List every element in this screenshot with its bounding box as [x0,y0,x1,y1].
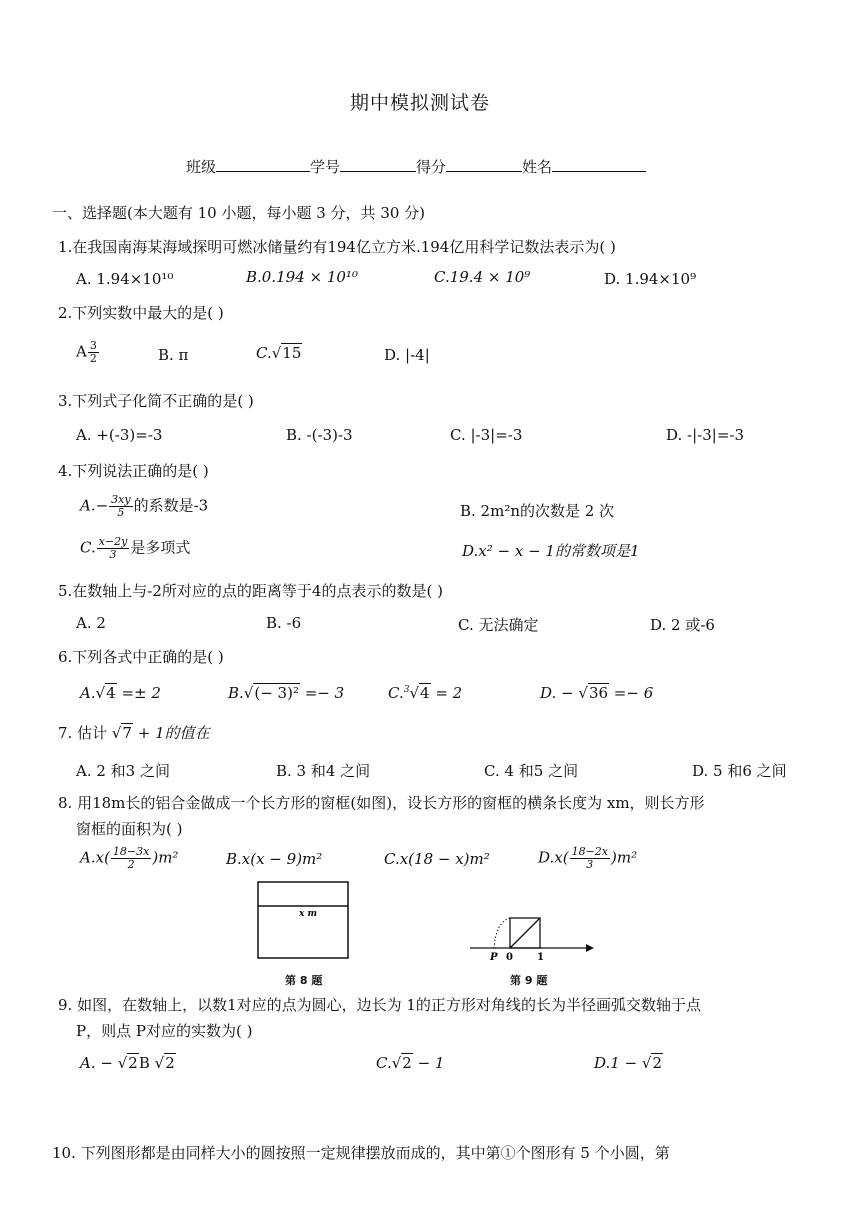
q6-d-prefix: D. − [540,684,579,702]
q2-a-denominator: 2 [89,352,97,365]
one-label: 1 [537,952,544,963]
q2-a-numerator: 3 [89,339,97,352]
square-diagonal [510,918,540,948]
q6-c-radicand: 4 [420,684,430,702]
page-title: 期中模拟测试卷 [350,92,491,114]
q1-option-a: A. 1.94×10¹⁰ [76,270,174,288]
q6-b-radicand: (− 3)² [254,684,299,702]
name-label: 姓名 [522,158,553,176]
q6-b-prefix: B. [228,684,244,702]
section-heading: 一、选择题(本大题有 10 小题，每小题 3 分，共 30 分) [52,204,426,222]
q6-d-radicand: 36 [588,684,609,702]
q4-a-numerator: 3xy [111,493,131,506]
figure-8-caption: 第 8 题 [285,974,323,987]
q9-c-prefix: C. [376,1054,392,1072]
question-8-stem-line1: 8. 用18m长的铝合金做成一个长方形的窗框(如图)，设长方形的窗框的横条长度为 xm，则长方形 [58,794,705,812]
q6-c-suffix: = 2 [430,684,463,702]
q2-a-prefix: A [76,342,87,361]
q6-c-prefix: C. [388,684,404,702]
q2-option-d: D. |-4| [384,346,430,364]
score-label: 得分 [416,158,447,176]
zero-label: 0 [506,952,513,963]
q4-c-suffix: 是多项式 [130,538,191,557]
number-line-arrow-icon [586,944,594,952]
q7-stem-prefix: 7. 估计 [58,724,112,742]
question-3-stem: 3.下列式子化简不正确的是( ) [58,392,254,410]
q3-option-b: B. -(-3)-3 [286,426,353,444]
question-4-stem: 4.下列说法正确的是( ) [58,462,209,480]
q8-option-a: A.x( $\frac{18-3x}{2}$ )m² [80,845,179,871]
q8-d-denominator: 3 [586,858,594,871]
q4-c-numerator: x−2y [98,535,128,548]
q4-a-suffix: 的系数是-3 [133,496,209,515]
class-blank[interactable] [216,157,310,172]
q4-a-prefix: A.− [80,496,109,515]
q7-option-c: C. 4 和5 之间 [484,762,579,780]
question-5-stem: 5.在数轴上与-2所对应的点的距离等于4的点表示的数是( ) [58,582,443,600]
q6-a-suffix: =± 2 [116,684,161,702]
q8-a-suffix: m² [158,848,179,867]
q5-option-a: A. 2 [76,614,106,632]
q7-option-d: D. 5 和6 之间 [692,762,787,780]
q4-option-d: D.x² − x − 1的常数项是1 [462,542,640,560]
q6-c-root-index: 3 [403,685,410,695]
q8-d-prefix: D.x [538,848,563,867]
score-blank[interactable] [446,157,522,172]
q2-option-c: C.√15 [256,344,302,362]
q6-option-a: A.√4 =± 2 [80,684,161,702]
question-9-stem-line1: 9. 如图，在数轴上，以数1对应的点为圆心，边长为 1的正方形对角线的长为半径画弧交数轴于点 [58,996,701,1014]
question-8-stem-line2: 窗框的面积为( ) [76,820,183,838]
q1-option-c: C.19.4 × 10⁹ [434,268,531,286]
point-p-label: P [490,952,498,963]
q4-c-denominator: 3 [109,548,117,561]
frame-outer-rect [258,882,348,958]
q3-option-c: C. |-3|=-3 [450,426,523,444]
q4-c-prefix: C. [80,538,96,557]
q7-stem-suffix: + 1的值在 [132,724,210,742]
q9-a-radicand: 2 [128,1054,138,1072]
q8-d-suffix: m² [616,848,638,867]
q4-option-c [80,536,190,561]
q1-option-b: B.0.194 × 10¹⁰ [246,268,358,286]
q5-option-d: D. 2 或-6 [650,616,715,634]
q6-option-c: C.$^3$√4 = 2 [388,684,463,702]
q8-option-c: C.x(18 − x)m² [384,850,490,868]
number-blank[interactable] [340,157,416,172]
q8-a-prefix: A.x [80,848,105,867]
q9-option-d: D.1 − √2 [594,1054,663,1072]
figure-9-number-line [468,912,598,964]
q2-c-radicand: 15 [282,344,302,362]
q1-option-d: D. 1.94×10⁹ [604,270,697,288]
q5-option-b: B. -6 [266,614,302,632]
q5-option-c: C. 无法确定 [458,616,539,634]
question-9-stem-line2: P，则点 P对应的实数为( ) [76,1022,253,1040]
figure-9-caption: 第 9 题 [510,974,548,987]
frame-crossbar-label: x m [299,909,318,919]
q6-a-prefix: A. [80,684,96,702]
q4-option-b: B. 2m²n的次数是 2 次 [460,502,615,520]
q8-a-numerator: 18−3x [112,845,150,858]
q7-radicand: 7 [122,724,132,742]
q8-option-b: B.x(x − 9)m² [226,850,323,868]
question-10-stem: 10. 下列图形都是由同样大小的圆按照一定规律摆放而成的，其中第①个图形有 5 个小圆，第 [52,1144,670,1162]
q6-a-radicand: 4 [106,684,116,702]
q6-d-suffix: =− 6 [609,684,654,702]
q6-option-b: B.√(− 3)² =− 3 [228,684,345,702]
q9-b-prefix: B [138,1054,155,1072]
q6-b-suffix: =− 3 [299,684,345,702]
q8-a-denominator: 2 [127,858,135,871]
q8-d-numerator: 18−2x [571,845,609,858]
q7-option-b: B. 3 和4 之间 [276,762,371,780]
student-info-line [186,156,646,177]
q8-option-d: D.x( $\frac{18-2x}{3}$ )m² [538,845,638,871]
q7-option-a: A. 2 和3 之间 [76,762,170,780]
q9-d-radicand: 2 [652,1054,663,1072]
question-1-stem: 1.在我国南海某海域探明可燃冰储量约有194亿立方米.194亿用科学记数法表示为( ) [58,238,616,256]
q9-a-prefix: A. − [80,1054,118,1072]
q6-option-d: D. − √36 =− 6 [540,684,654,702]
q2-option-b: B. π [158,346,189,364]
q3-option-d: D. -|-3|=-3 [666,426,744,444]
q2-c-prefix: C. [256,344,272,362]
question-7-stem: 7. 估计 √7 + 1的值在 [58,724,210,742]
q9-b-radicand: 2 [165,1054,175,1072]
class-label: 班级 [186,158,217,176]
q9-c-radicand: 2 [402,1054,412,1072]
question-2-stem: 2.下列实数中最大的是( ) [58,304,224,322]
q2-option-a [76,340,100,365]
q9-d-prefix: D.1 − [594,1054,642,1072]
q9-option-c: C.√2 − 1 [376,1054,445,1072]
arc-dotted [494,918,510,948]
q4-option-a [80,494,208,519]
q9-c-suffix: − 1 [412,1054,445,1072]
name-blank[interactable] [552,157,646,172]
q4-a-denominator: 5 [117,506,125,519]
question-6-stem: 6.下列各式中正确的是( ) [58,648,224,666]
number-label: 学号 [310,158,341,176]
q3-option-a: A. +(-3)=-3 [76,426,163,444]
q9-option-a-b: A. − √2B √2 [80,1054,175,1072]
